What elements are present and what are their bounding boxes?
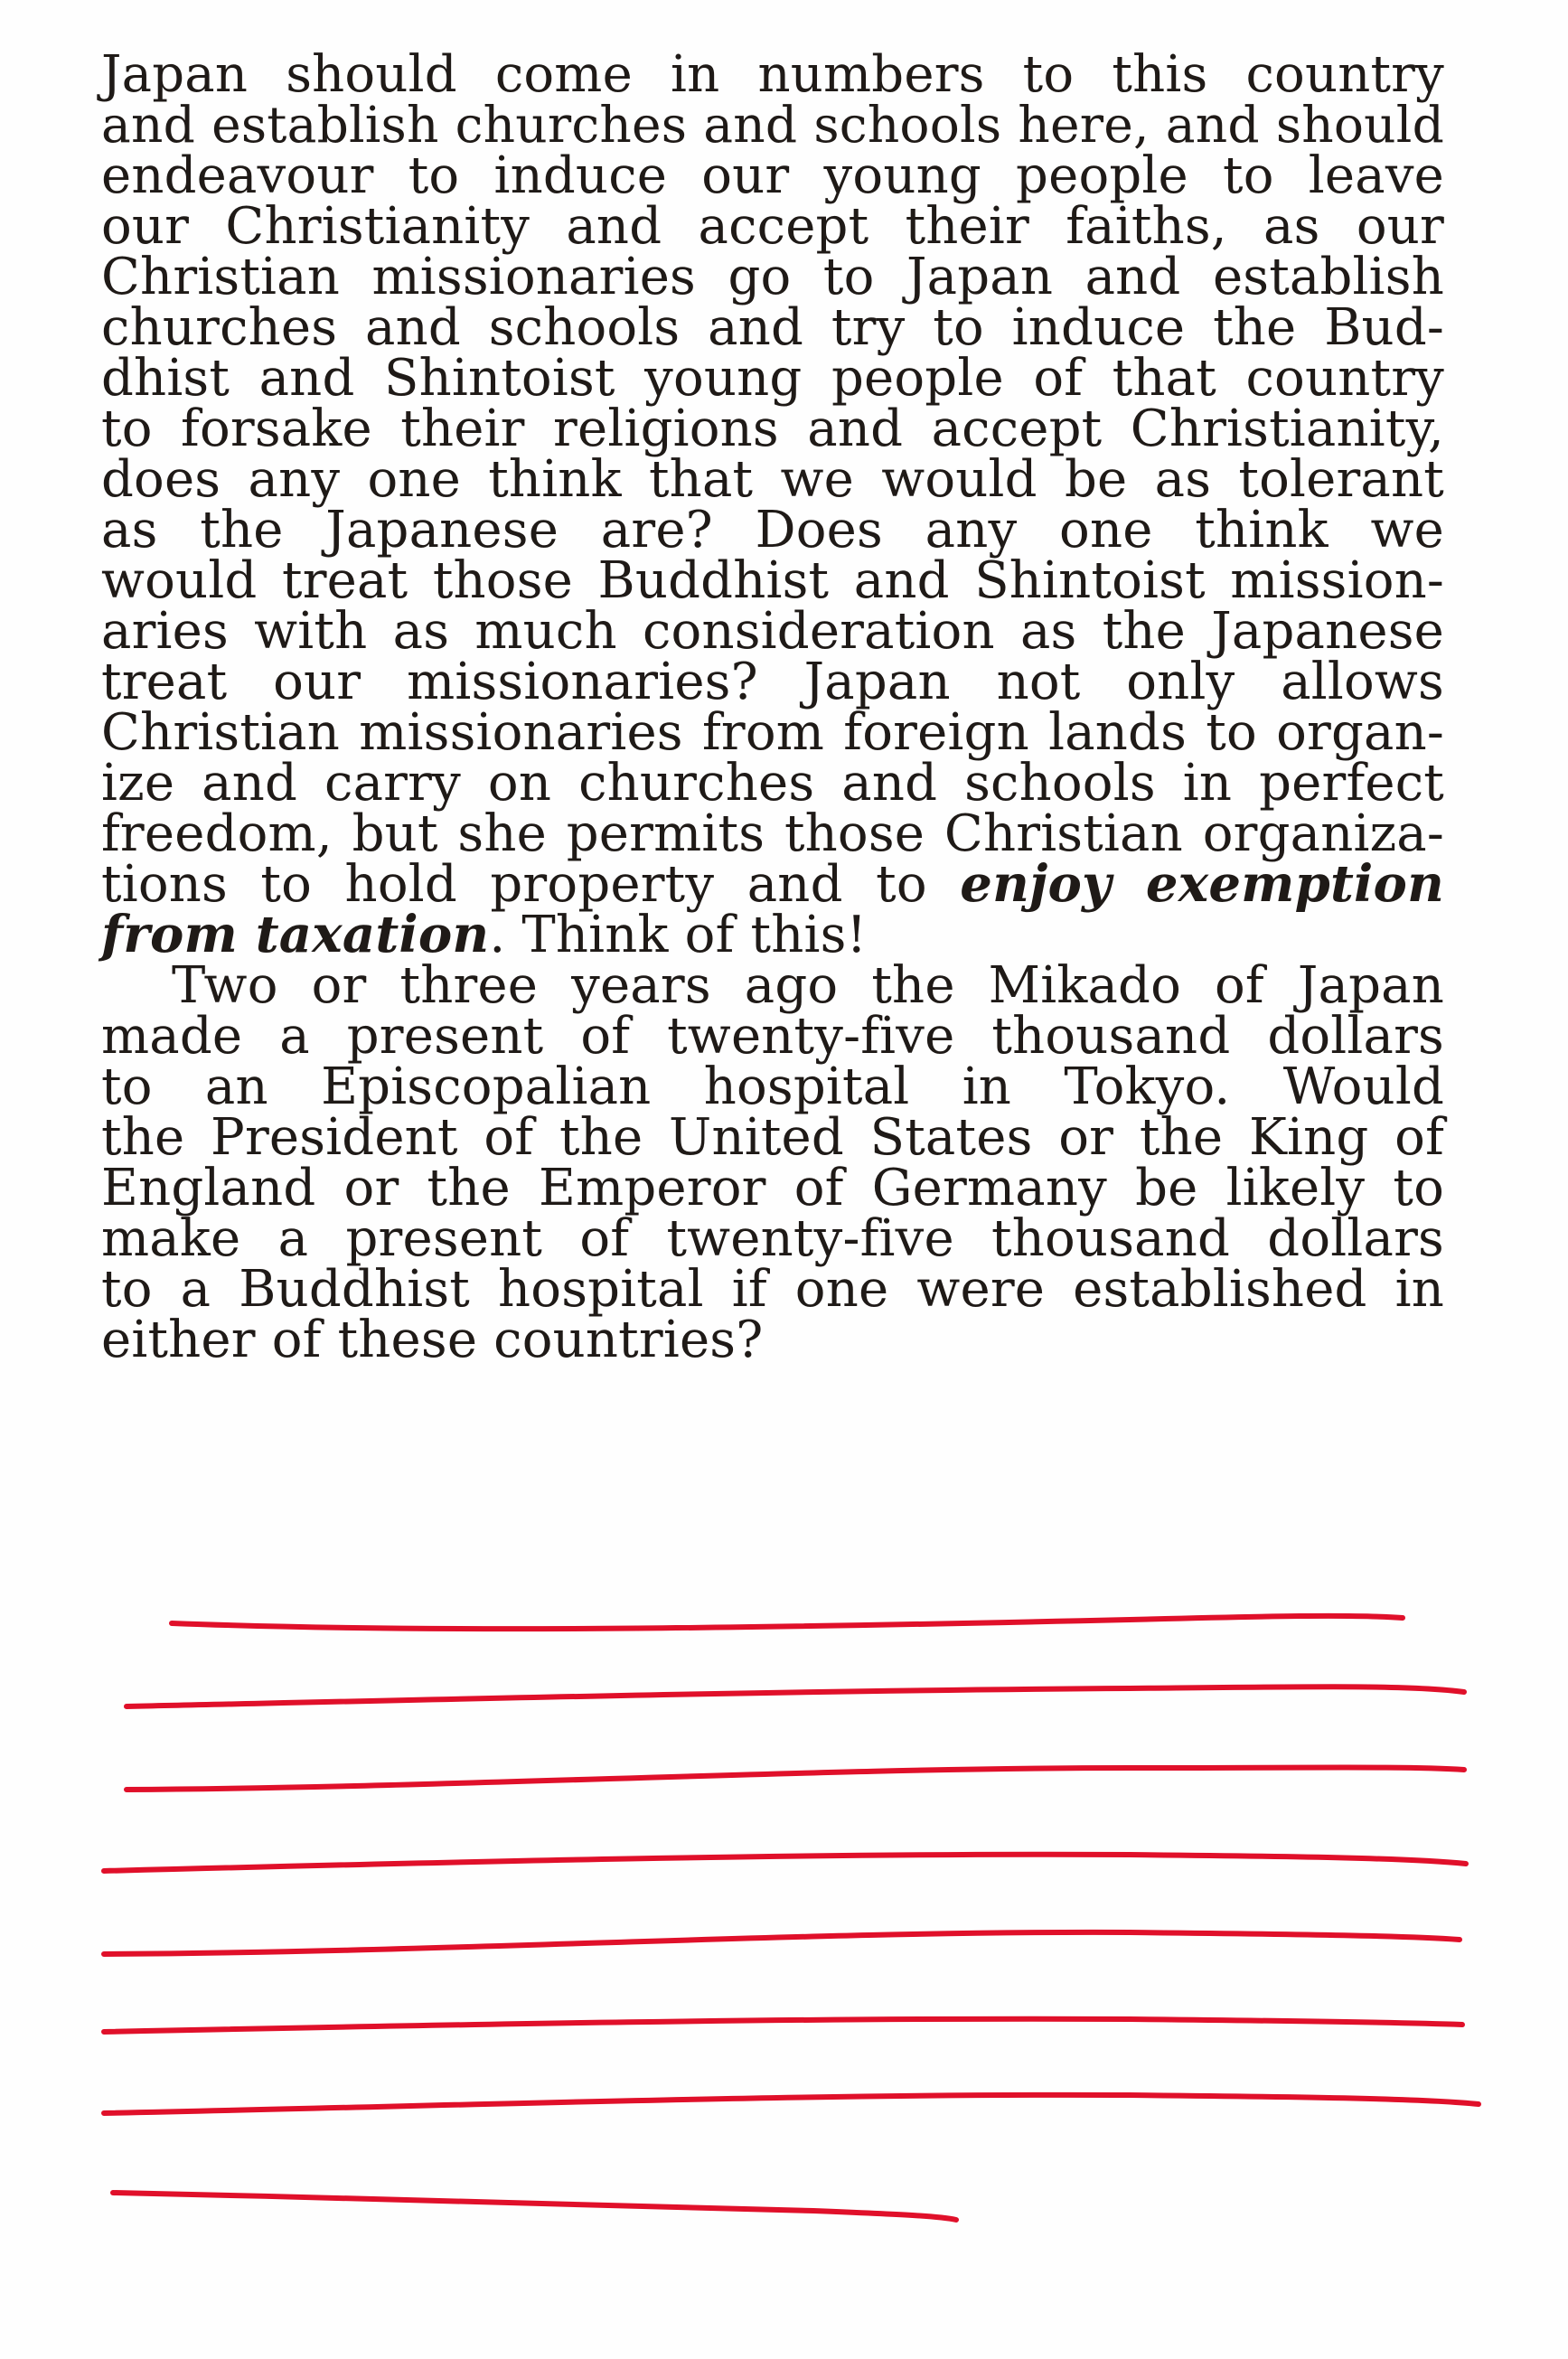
text-line: Japan should come in numbers to this country [101, 45, 1444, 104]
underline-stroke [127, 1687, 1464, 1706]
text-line: and establish churches and schools here, and should [101, 96, 1444, 154]
underline-stroke [113, 2193, 956, 2220]
underline-stroke [127, 1768, 1464, 1790]
underlined-line: to an Episcopalian hospital in Tokyo. Would [101, 1057, 1444, 1116]
text-line: Christian missionaries go to Japan and establish [101, 248, 1444, 306]
text-line: would treat those Buddhist and Shintoist mission- [101, 551, 1444, 610]
text-line: dhist and Shintoist young people of that country [101, 349, 1444, 408]
underlined-line: the President of the United States or the King of [101, 1108, 1444, 1167]
text-line: endeavour to induce our young people to leave [101, 146, 1444, 205]
text-line: as the Japanese are? Does any one think we [101, 501, 1444, 559]
underlined-line: either of these countries? [101, 1311, 764, 1369]
text-line: aries with as much consideration as the Japanese [101, 602, 1444, 661]
underlined-line: England or the Emperor of Germany be likely to [101, 1159, 1444, 1217]
underlined-line: made a present of twenty-five thousand dollars [101, 1007, 1444, 1066]
text-line: treat our missionaries? Japan not only allows [101, 653, 1444, 711]
underlined-line: make a present of twenty-five thousand dollars [101, 1209, 1444, 1268]
text-line: to forsake their religions and accept Christianity, [101, 399, 1444, 458]
text-line: our Christianity and accept their faiths, as our [101, 197, 1444, 256]
underline-stroke [104, 1855, 1466, 1871]
text-line: ize and carry on churches and schools in perfect [101, 754, 1444, 813]
text-line: freedom, but she permits those Christian organiza- [101, 804, 1444, 863]
underline-stroke [104, 2019, 1462, 2032]
underlined-line: to a Buddhist hospital if one were established in [101, 1260, 1444, 1319]
text-segment: tions to hold property and to [101, 855, 961, 914]
underlined-line: Two or three years ago the Mikado of Japan [172, 956, 1444, 1015]
underline-stroke [104, 1932, 1460, 1954]
underline-stroke [104, 2095, 1479, 2113]
underline-stroke [172, 1616, 1403, 1629]
text-segment: . Think of this! [489, 906, 868, 964]
text-line: does any one think that we would be as tolerant [101, 450, 1444, 509]
italic-phrase: enjoy exemption [960, 854, 1444, 914]
text-line: churches and schools and try to induce the Bud- [101, 298, 1444, 357]
text-line: Christian missionaries from foreign lands to organ- [101, 703, 1444, 762]
italic-phrase: from taxation [101, 905, 490, 964]
